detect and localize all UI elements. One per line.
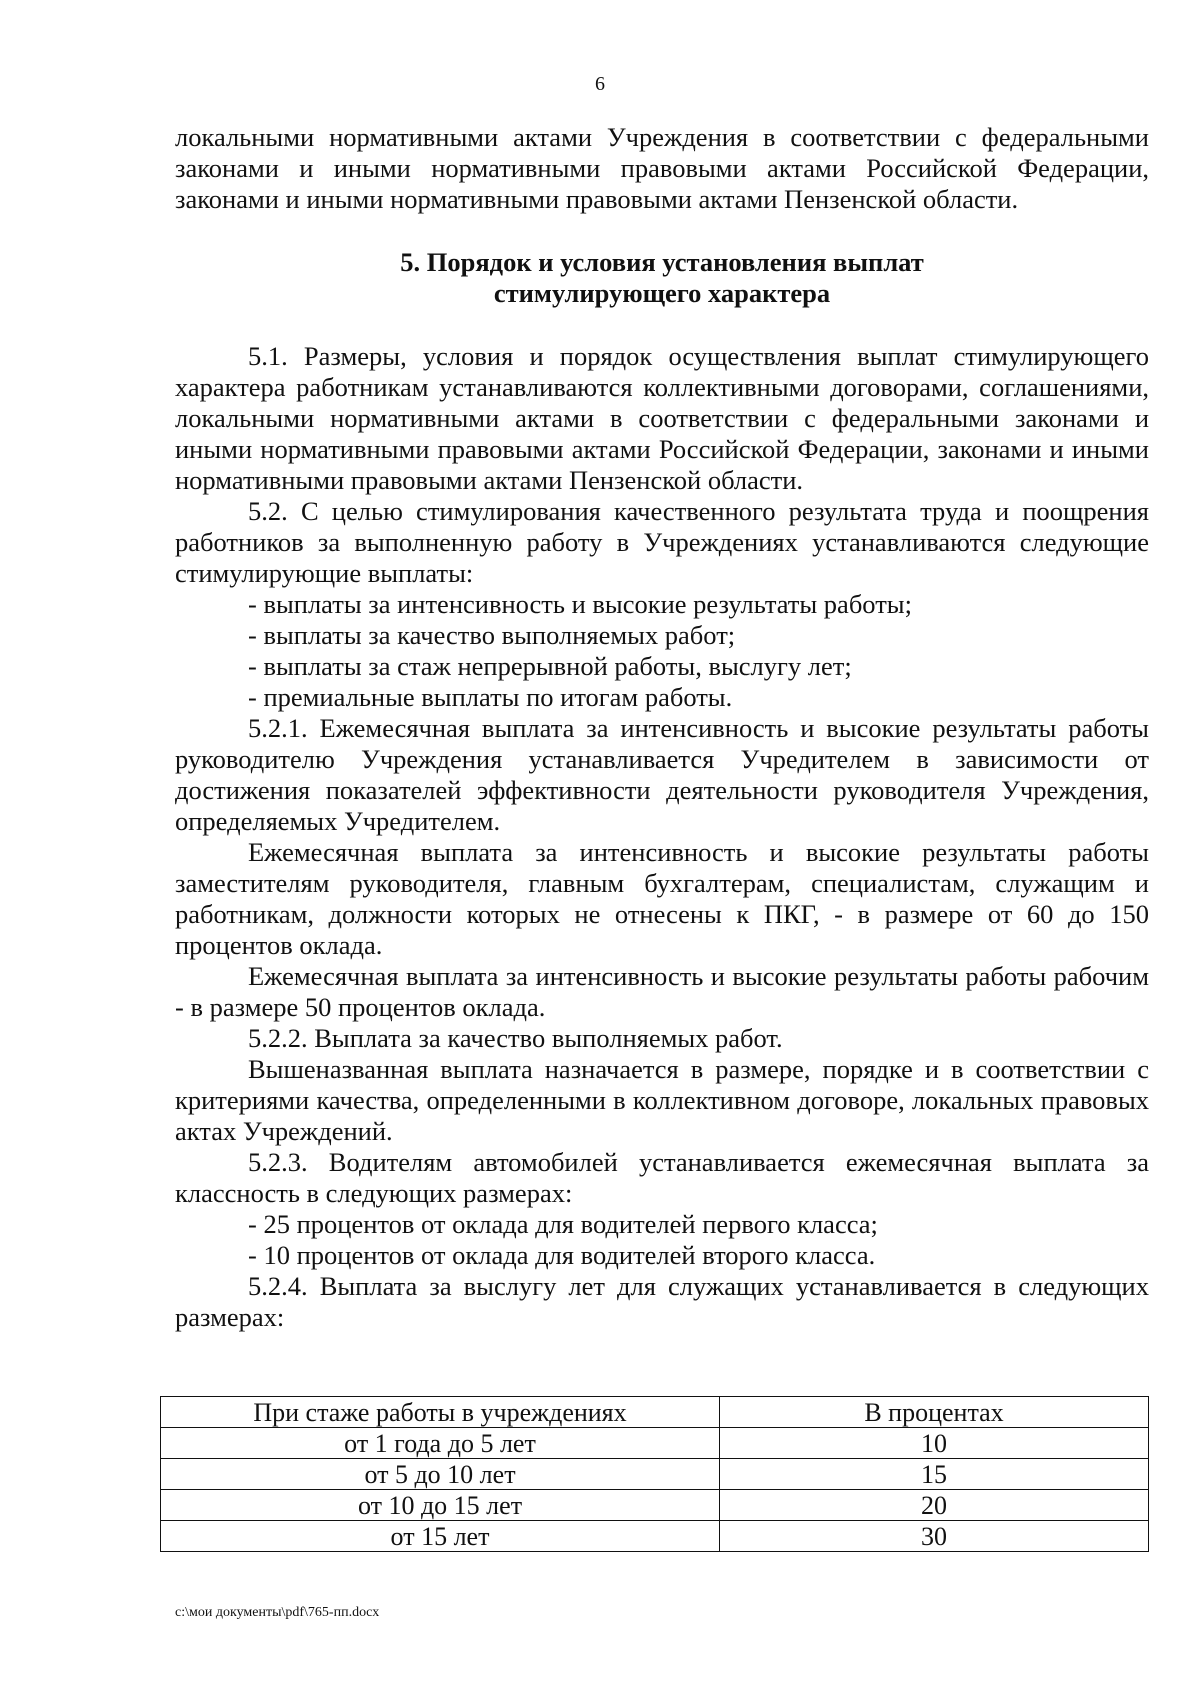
- table-header-cell: При стаже работы в учреждениях: [161, 1397, 720, 1428]
- table-cell: от 1 года до 5 лет: [161, 1428, 720, 1459]
- document-body: [175, 122, 1149, 1333]
- seniority-table: [160, 1396, 1149, 1552]
- list-item: - 10 процентов от оклада для водителей второго класса.: [248, 1240, 876, 1270]
- table-cell: от 10 до 15 лет: [161, 1490, 720, 1521]
- paragraph-5-2-2-b: Вышеназванная выплата назначается в размере, порядке и в соответствии с критериями качества, определенными в коллективном договоре, локальных правовых актах Учреждений.: [175, 1054, 1149, 1146]
- section-title-line-2: стимулирующего характера: [493, 278, 831, 308]
- intro-paragraph: локальными нормативными актами Учреждения в соответствии с федеральными законами и иными нормативными правовыми актами Российской Федерации, законами и иными нормативными правовыми актами Пензенской области.: [175, 122, 1149, 214]
- paragraph-5-2-2: 5.2.2. Выплата за качество выполняемых работ.: [248, 1023, 783, 1053]
- table-row: [161, 1490, 1149, 1521]
- table-row: [161, 1459, 1149, 1490]
- paragraph-5-2-3: 5.2.3. Водителям автомобилей устанавливается ежемесячная выплата за классность в следующих размерах:: [175, 1147, 1149, 1208]
- list-item: - 25 процентов от оклада для водителей первого класса;: [248, 1209, 878, 1239]
- list-item: - выплаты за стаж непрерывной работы, выслугу лет;: [248, 651, 852, 681]
- table-row: [161, 1521, 1149, 1552]
- footer-file-path: c:\мои документы\pdf\765-пп.docx: [175, 1605, 380, 1620]
- list-item: - премиальные выплаты по итогам работы.: [248, 682, 733, 712]
- page-number: 6: [595, 73, 605, 95]
- paragraph-5-1: 5.1. Размеры, условия и порядок осуществления выплат стимулирующего характера работникам устанавливаются коллективными договорами, соглашениями, локальными нормативными актами в соответствии с федеральными законами и иными нормативными правовыми актами Российской Федерации, законами и иными нормативными правовыми актами Пензенской области.: [175, 341, 1149, 495]
- table-header-cell: В процентах: [720, 1397, 1149, 1428]
- table-cell: от 15 лет: [161, 1521, 720, 1552]
- table-cell: 10: [720, 1428, 1149, 1459]
- paragraph-5-2-4: 5.2.4. Выплата за выслугу лет для служащих устанавливается в следующих размерах:: [175, 1271, 1149, 1332]
- section-title-line-1: 5. Порядок и условия установления выплат: [400, 247, 924, 277]
- section-heading: [175, 247, 1149, 309]
- paragraph-5-2-1: 5.2.1. Ежемесячная выплата за интенсивность и высокие результаты работы руководителю Учреждения устанавливается Учредителем в зависимости от достижения показателей эффективности деятельности руководителя Учреждения, определяемых Учредителем.: [175, 713, 1149, 836]
- table-header-row: [161, 1397, 1149, 1428]
- table-cell: 20: [720, 1490, 1149, 1521]
- table-cell: 15: [720, 1459, 1149, 1490]
- list-item: - выплаты за качество выполняемых работ;: [248, 620, 736, 650]
- paragraph-5-2-1-b: Ежемесячная выплата за интенсивность и высокие результаты работы заместителям руководителя, главным бухгалтерам, специалистам, служащим и работникам, должности которых не отнесены к ПКГ, - в размере от 60 до 150 процентов оклада.: [175, 837, 1149, 960]
- paragraph-5-2: 5.2. С целью стимулирования качественного результата труда и поощрения работников за выполненную работу в Учреждениях устанавливаются следующие стимулирующие выплаты:: [175, 496, 1149, 588]
- table-row: [161, 1428, 1149, 1459]
- list-item: - выплаты за интенсивность и высокие результаты работы;: [248, 589, 912, 619]
- table-cell: 30: [720, 1521, 1149, 1552]
- table-cell: от 5 до 10 лет: [161, 1459, 720, 1490]
- paragraph-5-2-1-c: Ежемесячная выплата за интенсивность и высокие результаты работы рабочим - в размере 50 процентов оклада.: [175, 961, 1149, 1022]
